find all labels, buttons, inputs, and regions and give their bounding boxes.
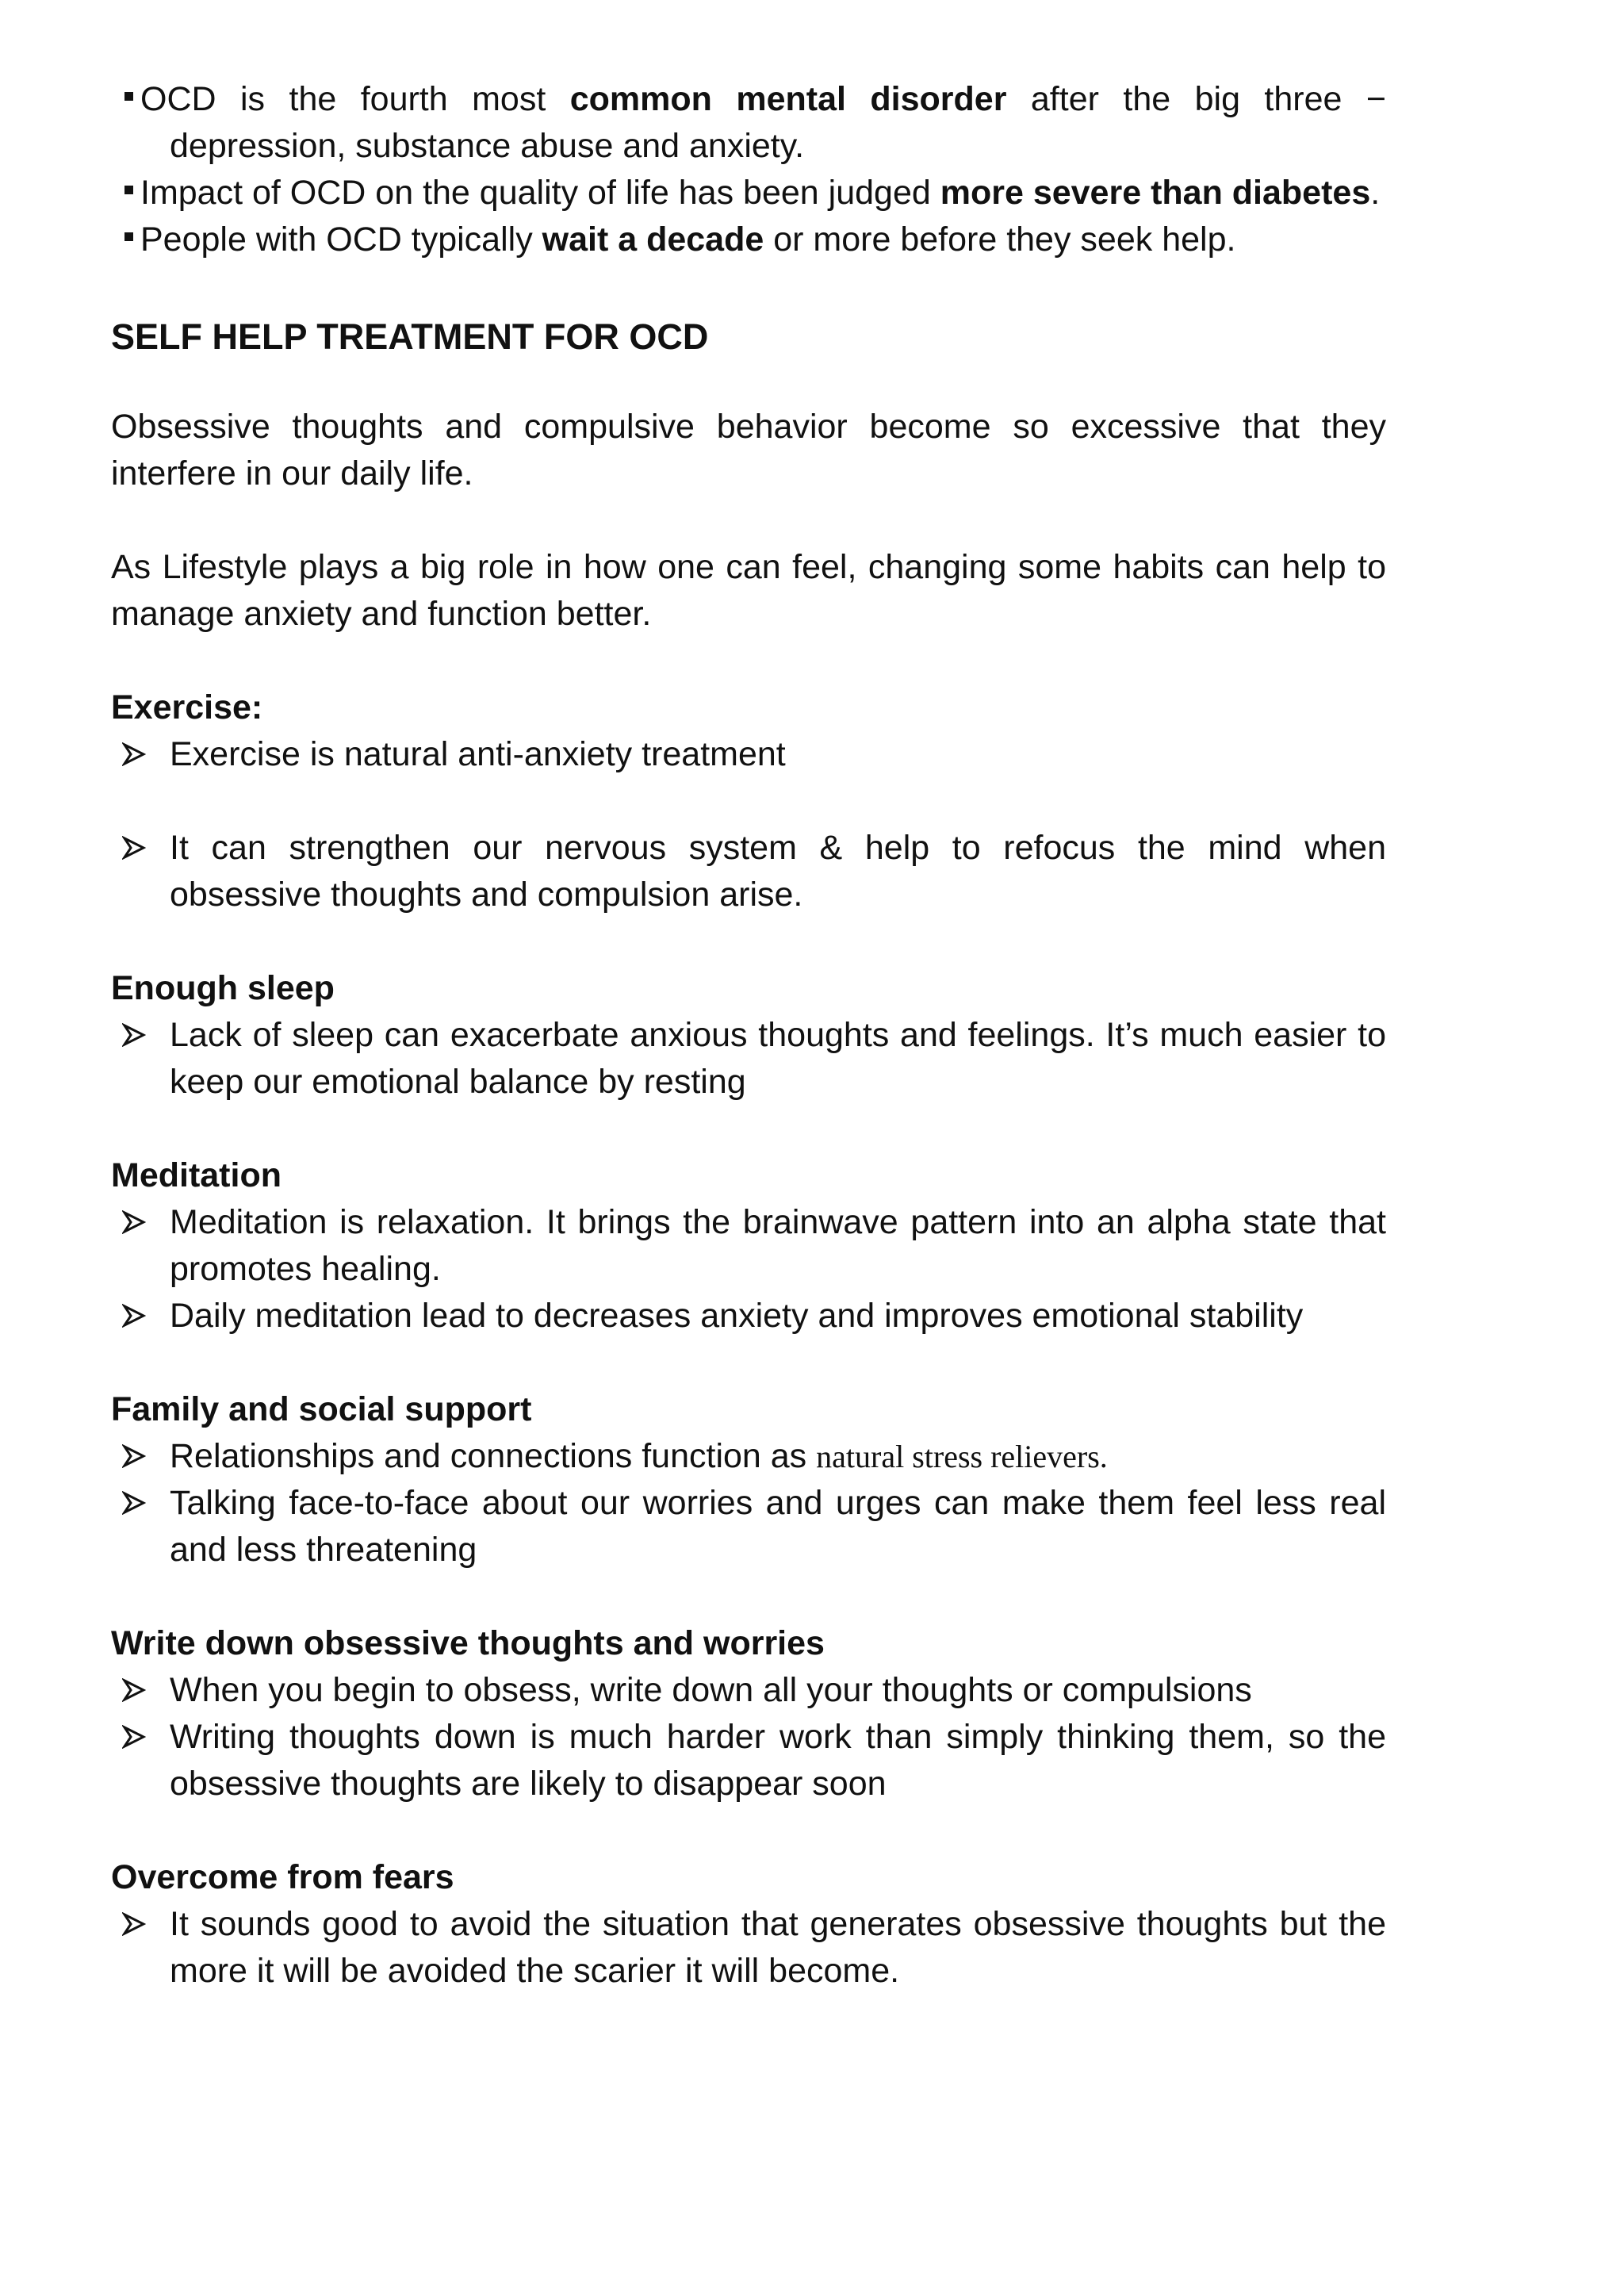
- list-item-text: Talking face-to-face about our worries and urges can make them feel less real and less threatening: [170, 1484, 1386, 1569]
- list-item: [111, 1199, 1386, 1293]
- fears-heading: Overcome from fears: [111, 1858, 454, 1896]
- family-list: [111, 1433, 1386, 1573]
- arrowhead-bullet-icon: [122, 1678, 146, 1702]
- arrowhead-bullet-icon: [122, 1491, 146, 1515]
- arrowhead-bullet-icon: [122, 1725, 146, 1749]
- arrowhead-bullet-icon: [122, 1444, 146, 1468]
- list-item-text: Meditation is relaxation. It brings the brainwave pattern into an alpha state that promotes healing.: [170, 1203, 1386, 1288]
- list-item-text: It sounds good to avoid the situation that generates obsessive thoughts but the more it will be avoided the scarier it will become.: [170, 1905, 1386, 1990]
- sleep-heading: Enough sleep: [111, 969, 335, 1007]
- list-item: [111, 1714, 1386, 1807]
- ocd-facts-list: [111, 76, 1386, 263]
- meditation-list: [111, 1199, 1386, 1340]
- intro-paragraph: Obsessive thoughts and compulsive behavior become so excessive that they interfere in our daily life.: [111, 408, 1386, 493]
- list-item-text: Exercise is natural anti-anxiety treatment: [170, 735, 786, 773]
- exercise-heading: Exercise:: [111, 688, 263, 726]
- document-page: [111, 76, 1386, 2041]
- list-item: [111, 825, 1386, 918]
- list-item: [111, 1480, 1386, 1573]
- arrowhead-bullet-icon: [122, 742, 146, 766]
- square-bullet-icon: [124, 186, 133, 194]
- arrowhead-bullet-icon: [122, 1210, 146, 1234]
- arrowhead-bullet-icon: [122, 1912, 146, 1936]
- fact-text: People with OCD typically wait a decade or more before they seek help.: [140, 220, 1236, 259]
- list-item: [111, 76, 1386, 170]
- list-item-text: Relationships and connections function as natural stress relievers.: [170, 1437, 1108, 1475]
- list-spacer: [111, 778, 1386, 825]
- intro-paragraph: As Lifestyle plays a big role in how one can feel, changing some habits can help to manage anxiety and function better.: [111, 548, 1386, 633]
- family-heading: Family and social support: [111, 1390, 532, 1428]
- list-item: [111, 1293, 1386, 1340]
- fact-emphasis: more severe than diabetes: [940, 174, 1371, 212]
- fact-text: OCD is the fourth most common mental disorder after the big three − depression, substance abuse and anxiety.: [140, 80, 1386, 165]
- writing-list: [111, 1667, 1386, 1807]
- list-item: [111, 1901, 1386, 1995]
- list-item: [111, 170, 1386, 217]
- list-item-text: It can strengthen our nervous system & help to refocus the mind when obsessive thoughts and compulsion arise.: [170, 829, 1386, 914]
- fact-emphasis: common mental disorder: [569, 80, 1007, 118]
- fears-list: [111, 1901, 1386, 1995]
- arrowhead-bullet-icon: [122, 1023, 146, 1047]
- fact-emphasis: wait a decade: [542, 220, 764, 259]
- list-item: [111, 217, 1386, 263]
- list-item: [111, 1433, 1386, 1480]
- arrowhead-bullet-icon: [122, 1304, 146, 1328]
- fact-text: Impact of OCD on the quality of life has been judged more severe than diabetes.: [140, 174, 1381, 212]
- list-item: [111, 731, 1386, 778]
- list-item-text: When you begin to obsess, write down all your thoughts or compulsions: [170, 1671, 1252, 1709]
- exercise-list: [111, 731, 1386, 918]
- square-bullet-icon: [124, 232, 133, 241]
- serif-phrase: natural stress relievers: [816, 1439, 1100, 1474]
- list-item-text: Daily meditation lead to decreases anxiety and improves emotional stability: [170, 1297, 1304, 1335]
- list-item-text: Lack of sleep can exacerbate anxious thoughts and feelings. It’s much easier to keep our emotional balance by resting: [170, 1016, 1386, 1101]
- meditation-heading: Meditation: [111, 1156, 282, 1194]
- list-item: [111, 1012, 1386, 1106]
- writing-heading: Write down obsessive thoughts and worries: [111, 1624, 825, 1662]
- list-item-text: Writing thoughts down is much harder work than simply thinking them, so the obsessive thoughts are likely to disappear soon: [170, 1718, 1386, 1803]
- arrowhead-bullet-icon: [122, 836, 146, 860]
- list-item: [111, 1667, 1386, 1714]
- section-title: SELF HELP TREATMENT FOR OCD: [111, 316, 709, 357]
- sleep-list: [111, 1012, 1386, 1106]
- square-bullet-icon: [124, 92, 133, 101]
